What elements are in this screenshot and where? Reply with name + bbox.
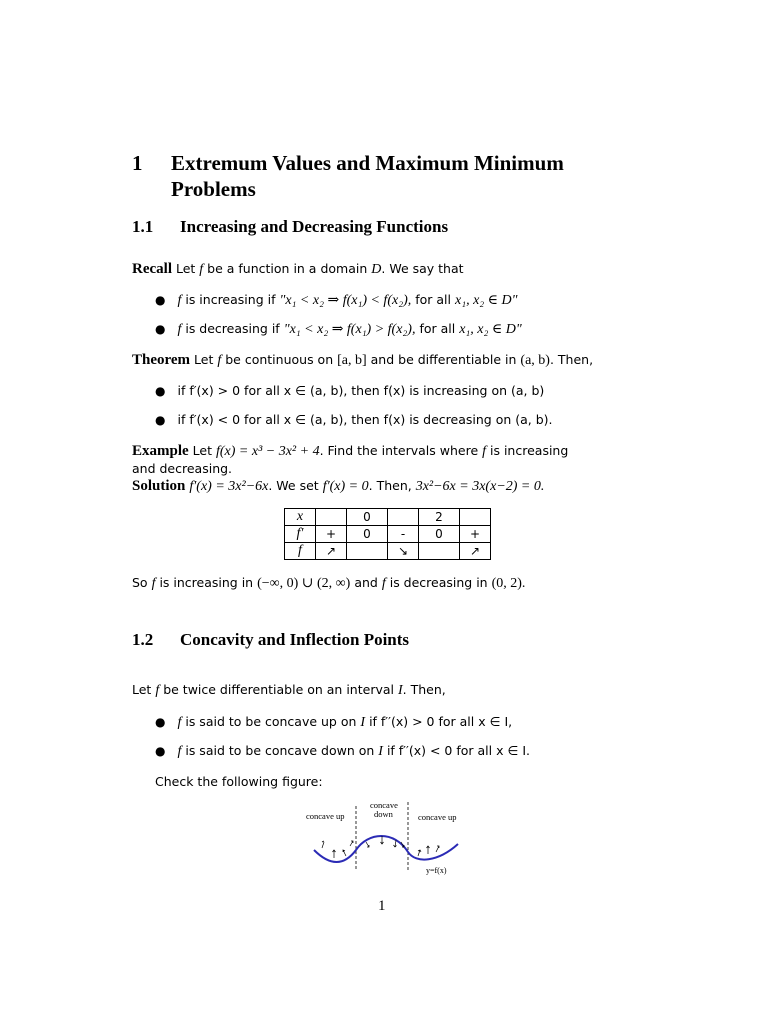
table-cell: + [460, 526, 491, 543]
table-cell [419, 543, 460, 560]
conclusion-text-d: is decreasing in [389, 575, 488, 590]
table-cell: 0 [419, 526, 460, 543]
concavity-bullet1-f: f [177, 715, 182, 730]
concavity-bullet-2 [155, 742, 530, 760]
concavity-intro [132, 681, 446, 699]
example-paragraph [132, 442, 568, 460]
table-row [285, 526, 491, 543]
table-cell [460, 509, 491, 526]
bullet2-f: f [177, 322, 182, 337]
check-figure-text: Check the following figure: [155, 774, 323, 789]
sign-table [284, 508, 491, 560]
table-cell: x [285, 509, 316, 526]
example-f: f [482, 444, 487, 459]
conclusion-interval-inc: (−∞, 0) ∪ (2, ∞) [257, 576, 351, 591]
arrow-up-icon [418, 850, 421, 856]
concavity-f: f [155, 683, 160, 698]
bullet1-text-c: x₁, x₂ ∈ D" [454, 293, 518, 308]
concavity-bullet2-b: if f′′(x) < 0 for all x ∈ I. [386, 743, 530, 758]
conclusion-text-c: and [354, 575, 378, 590]
table-cell [316, 509, 347, 526]
concavity-bullet-1 [155, 713, 512, 731]
bullet1-math: "x₁ < x₂ ⇒ f(x₁) < f(x₂), [279, 293, 412, 308]
theorem-text-b: be continuous on [225, 352, 334, 367]
bullet1-text-b: for all [415, 292, 451, 307]
table-cell [347, 543, 388, 560]
concavity-intro-c: . Then, [402, 682, 446, 697]
bullet1-f: f [177, 293, 182, 308]
table-cell: ↘ [388, 543, 419, 560]
concavity-bullet2-f: f [177, 744, 182, 759]
bullet2-text-a: is decreasing if [185, 321, 280, 336]
theorem-f: f [217, 353, 222, 368]
concavity-intro-b: be twice differentiable on an interval [163, 682, 394, 697]
recall-bullet-2 [155, 320, 522, 338]
recall-text-b: be a function in a domain [207, 261, 368, 276]
bullet-icon: ● [155, 744, 166, 758]
solution-paragraph [132, 477, 544, 495]
label-concave-up-left: concave up [306, 811, 345, 821]
table-cell: - [388, 526, 419, 543]
recall-label: Recall [132, 261, 172, 277]
bullet-icon: ● [155, 413, 166, 427]
solution-math1: f′(x) = 3x²−6x [189, 479, 269, 494]
section-number: 1 [132, 151, 143, 175]
solution-math3: 3x²−6x = 3x(x−2) = 0. [415, 479, 545, 494]
theorem-text-a: Let [194, 352, 214, 367]
bullet2-text-b: for all [419, 321, 456, 336]
recall-D: D [371, 262, 382, 277]
example-text-c: is increasing [490, 443, 569, 458]
theorem-bullet2-text: if f′(x) < 0 for all x ∈ (a, b), then f(x) is decreasing on (a, b). [177, 412, 553, 427]
subsection-1-title: Increasing and Decreasing Functions [180, 217, 449, 236]
recall-f: f [199, 262, 204, 277]
subsection-2-title: Concavity and Inflection Points [180, 630, 410, 649]
recall-paragraph [132, 260, 464, 278]
example-label: Example [132, 443, 189, 459]
concavity-I: I [397, 683, 403, 698]
conclusion-interval-dec: (0, 2). [491, 576, 526, 591]
theorem-label: Theorem [132, 352, 191, 368]
theorem-bullet-2 [155, 411, 553, 429]
conclusion-paragraph [132, 574, 525, 592]
table-cell [388, 509, 419, 526]
label-curve: y=f(x) [426, 866, 447, 875]
example-text-a: Let [192, 443, 212, 458]
label-concave-down-line1: concave [370, 800, 398, 810]
bullet2-text-c: x₁, x₂ ∈ D" [459, 322, 522, 337]
arrow-up-icon [333, 850, 336, 858]
page-number: 1 [378, 898, 386, 914]
arrow-up-icon [322, 841, 324, 848]
recall-text-c: . We say that [381, 261, 464, 276]
table-row [285, 509, 491, 526]
table-cell: + [316, 526, 347, 543]
arrow-up-icon [350, 841, 353, 846]
curve-y-fx [314, 836, 458, 862]
conclusion-f2: f [381, 576, 386, 591]
theorem-open-interval: (a, b) [520, 353, 550, 368]
label-concave-down-line2: down [374, 809, 393, 819]
section-title-line2: Problems [171, 177, 256, 201]
recall-bullet-1 [155, 291, 518, 309]
bullet2-math: "x₁ < x₂ ⇒ f(x₁) > f(x₂), [283, 322, 416, 337]
bullet-icon: ● [155, 293, 166, 307]
example-line2: and decreasing. [132, 461, 233, 476]
arrow-up-icon [427, 846, 430, 854]
subsection-2-number: 1.2 [132, 630, 154, 649]
table-cell: 0 [347, 526, 388, 543]
arrow-up-icon [343, 850, 346, 856]
conclusion-f1: f [151, 576, 156, 591]
table-row [285, 543, 491, 560]
example-function: f(x) = x³ − 3x² + 4 [215, 444, 320, 459]
solution-math2: f′(x) = 0 [322, 479, 369, 494]
arrow-down-icon [394, 840, 397, 847]
example-text-b: . Find the intervals where [319, 443, 479, 458]
theorem-text-d: . Then, [549, 352, 594, 367]
table-cell: f′ [285, 526, 316, 543]
conclusion-text-a: So [132, 575, 148, 590]
concavity-bullet2-a: is said to be concave down on [185, 743, 375, 758]
theorem-closed-interval: [a, b] [337, 353, 367, 368]
conclusion-text-b: is increasing in [159, 575, 254, 590]
concavity-arrows [322, 836, 439, 858]
theorem-bullet1-text: if f′(x) > 0 for all x ∈ (a, b), then f(x) is increasing on (a, b) [177, 383, 545, 398]
concavity-intro-a: Let [132, 682, 152, 697]
solution-text-a: . We set [268, 478, 319, 493]
solution-label: Solution [132, 478, 186, 494]
label-concave-up-right: concave up [418, 812, 457, 822]
theorem-bullet-1 [155, 382, 544, 400]
theorem-paragraph [132, 351, 593, 369]
arrow-down-icon [381, 836, 384, 844]
table-cell: f [285, 543, 316, 560]
bullet-icon: ● [155, 715, 166, 729]
bullet1-text-a: is increasing if [185, 292, 276, 307]
recall-text-a: Let [175, 261, 196, 276]
table-cell: ↗ [460, 543, 491, 560]
concavity-bullet1-b: if f′′(x) > 0 for all x ∈ I, [369, 714, 513, 729]
table-cell: 2 [419, 509, 460, 526]
subsection-1-number: 1.1 [132, 217, 154, 236]
concavity-bullet1-I: I [360, 715, 366, 730]
bullet-icon: ● [155, 322, 166, 336]
table-cell: 0 [347, 509, 388, 526]
concavity-figure [300, 798, 470, 880]
theorem-text-c: and be differentiable in [370, 352, 517, 367]
concavity-bullet1-a: is said to be concave up on [185, 714, 357, 729]
solution-text-b: . Then, [368, 478, 412, 493]
section-title-line1: Extremum Values and Maximum Minimum [171, 151, 564, 175]
concavity-bullet2-I: I [378, 744, 383, 759]
table-cell: ↗ [316, 543, 347, 560]
arrow-down-icon [366, 842, 369, 847]
bullet-icon: ● [155, 384, 166, 398]
arrow-up-icon [436, 846, 439, 852]
